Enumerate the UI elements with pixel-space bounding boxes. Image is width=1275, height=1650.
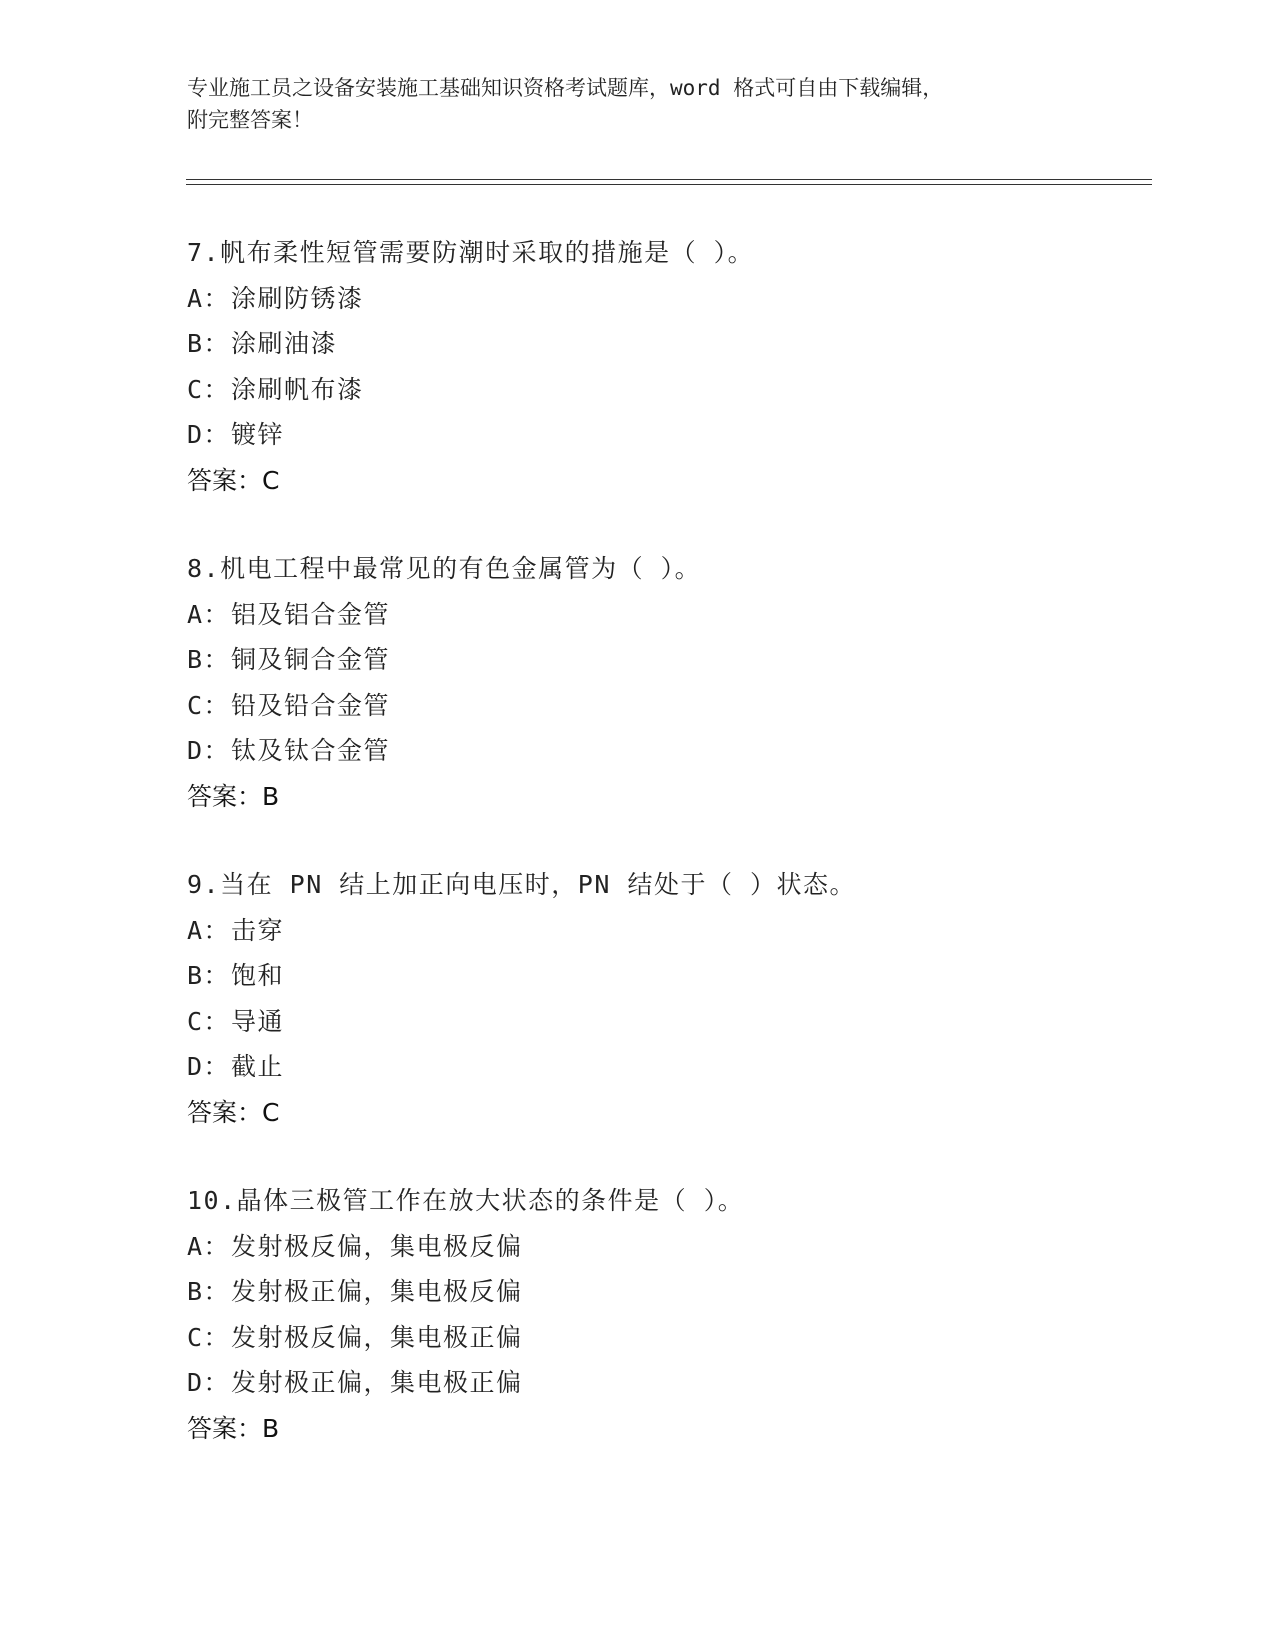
answer-line: 答案：C <box>187 1097 280 1127</box>
option-b <box>187 321 1147 367</box>
header-divider-bottom <box>186 184 1152 185</box>
option-text: 导通 <box>231 1006 285 1036</box>
question-stem: 10.晶体三极管工作在放大状态的条件是（ ）。 <box>187 1186 745 1215</box>
option-key: C： <box>187 374 231 404</box>
option-key: D： <box>187 736 231 765</box>
option-text: 发射极正偏，集电极反偏 <box>231 1277 523 1306</box>
option-key: A： <box>187 599 231 629</box>
document-header <box>187 72 1067 136</box>
option-text: 击穿 <box>231 915 285 945</box>
header-divider-top <box>186 179 1152 180</box>
option-key: B： <box>187 329 231 358</box>
option-text: 镀锌 <box>231 420 285 449</box>
answer-line: 答案：B <box>187 1413 280 1443</box>
option-d <box>187 1044 1147 1090</box>
question-stem: 9.当在 PN 结上加正向电压时，PN 结处于（ ）状态。 <box>187 870 857 899</box>
option-text: 涂刷帆布漆 <box>231 374 364 404</box>
option-d <box>187 728 1147 774</box>
option-key: A： <box>187 915 231 945</box>
option-key: C： <box>187 1322 231 1352</box>
option-key: B： <box>187 645 231 674</box>
header-line-2: 附完整答案！ <box>187 108 313 132</box>
option-text: 铅及铅合金管 <box>231 690 391 720</box>
option-key: A： <box>187 1231 231 1261</box>
option-c <box>187 367 1147 413</box>
option-text: 截止 <box>231 1052 285 1081</box>
answer-line: 答案：B <box>187 781 280 811</box>
header-line-1: 专业施工员之设备安装施工基础知识资格考试题库，word 格式可自由下载编辑， <box>187 76 944 100</box>
option-c <box>187 999 1147 1045</box>
question-block <box>187 230 1147 503</box>
option-d <box>187 412 1147 458</box>
option-c <box>187 683 1147 729</box>
question-block <box>187 1178 1147 1451</box>
option-a <box>187 592 1147 638</box>
option-key: C： <box>187 690 231 720</box>
option-text: 铜及铜合金管 <box>231 645 391 674</box>
option-text: 饱和 <box>231 961 285 990</box>
option-key: D： <box>187 420 231 449</box>
option-text: 涂刷油漆 <box>231 329 338 358</box>
answer-line: 答案：C <box>187 465 280 495</box>
option-b <box>187 637 1147 683</box>
option-a <box>187 1224 1147 1270</box>
question-block <box>187 546 1147 819</box>
option-b <box>187 953 1147 999</box>
option-text: 钛及钛合金管 <box>231 736 391 765</box>
option-key: B： <box>187 1277 231 1306</box>
question-stem: 8.机电工程中最常见的有色金属管为（ ）。 <box>187 554 702 583</box>
option-text: 发射极反偏，集电极正偏 <box>231 1322 523 1352</box>
question-stem: 7.帆布柔性短管需要防潮时采取的措施是（ ）。 <box>187 238 755 267</box>
option-text: 铝及铝合金管 <box>231 599 391 629</box>
option-key: C： <box>187 1006 231 1036</box>
option-text: 发射极反偏，集电极反偏 <box>231 1231 523 1261</box>
option-key: D： <box>187 1052 231 1081</box>
option-text: 发射极正偏，集电极正偏 <box>231 1368 523 1397</box>
option-a <box>187 276 1147 322</box>
option-key: B： <box>187 961 231 990</box>
option-key: D： <box>187 1368 231 1397</box>
option-b <box>187 1269 1147 1315</box>
option-text: 涂刷防锈漆 <box>231 283 364 313</box>
option-d <box>187 1360 1147 1406</box>
option-key: A： <box>187 283 231 313</box>
option-a <box>187 908 1147 954</box>
question-block <box>187 862 1147 1135</box>
option-c <box>187 1315 1147 1361</box>
